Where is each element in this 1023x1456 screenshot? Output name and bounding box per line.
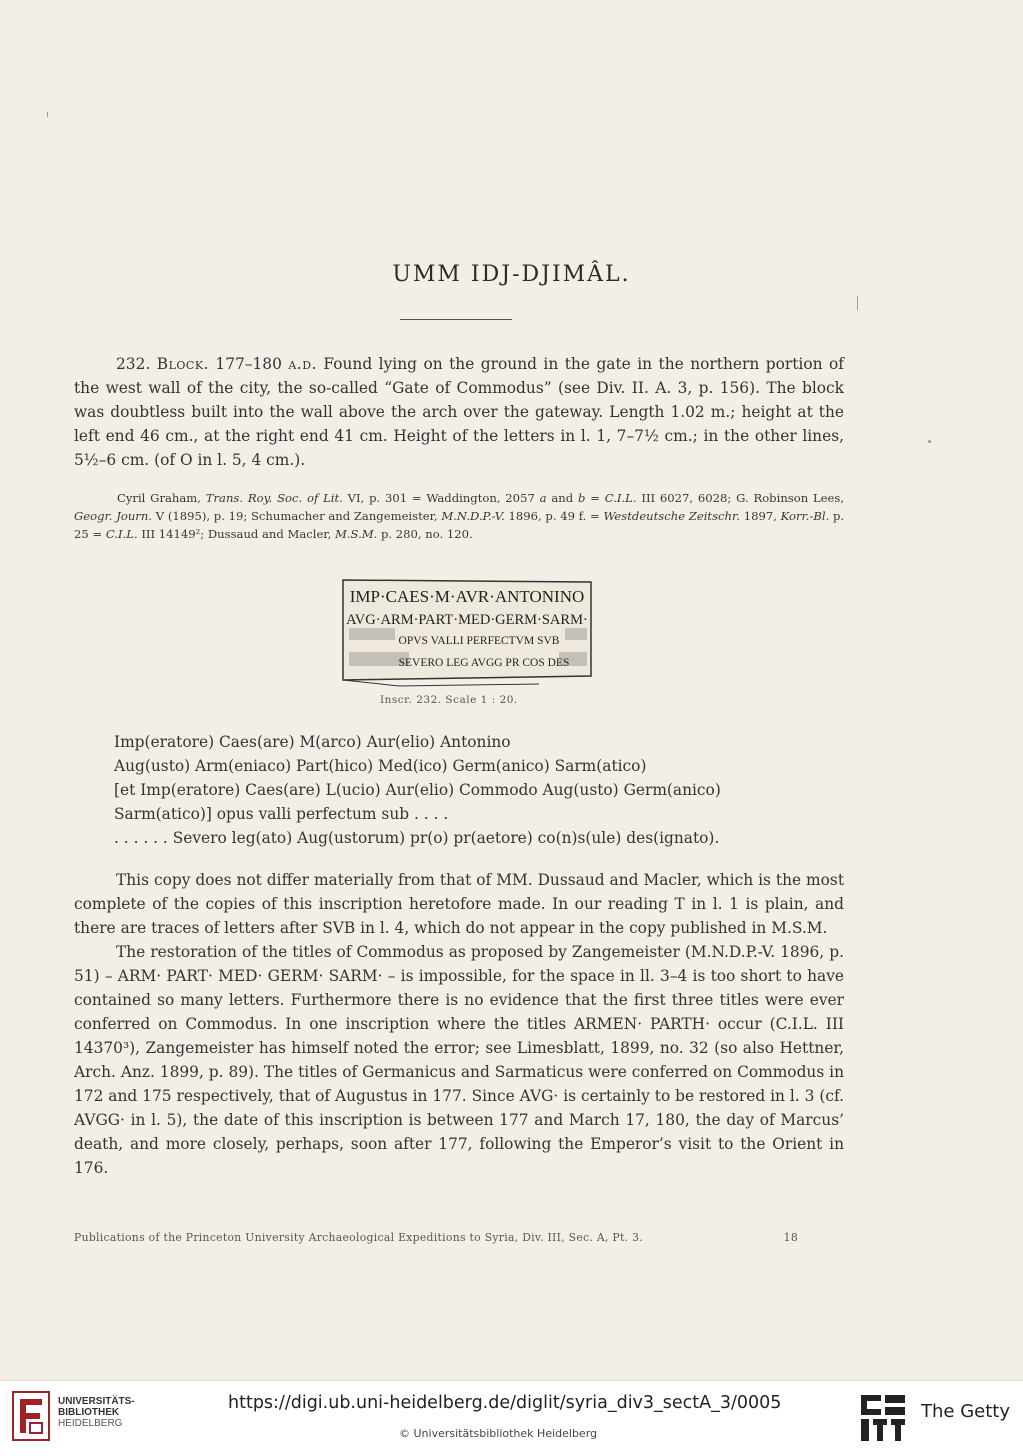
copyright-notice: © Universitätsbibliothek Heidelberg	[399, 1427, 598, 1440]
inscription-line-4: SEVERO LEG AVGG PR COS DES	[398, 657, 570, 669]
getty-logo-icon	[859, 1393, 907, 1445]
ref-title: Geogr. Journ.	[74, 509, 152, 523]
entry-label: Block.	[156, 355, 209, 373]
commentary	[74, 868, 844, 1180]
transcription-line: . . . . . . Severo leg(ato) Aug(ustorum) pr(o) pr(aetore) co(n)s(ule) des(ignato).	[114, 829, 720, 847]
ref-text: 1896, p. 49 f. =	[508, 509, 600, 523]
transcription-line: Sarm(atico)] opus valli perfectum sub . . . .	[114, 805, 449, 823]
entry-era: a.d.	[288, 355, 317, 373]
entry-date: 177–180	[215, 355, 282, 373]
ref-title: M.S.M.	[335, 527, 378, 541]
ref-text: V (1895), p. 19; Schumacher and Zangemeister,	[155, 509, 438, 523]
ref-title: b	[578, 491, 586, 505]
inscription-line-3: OPVS VALLI PERFECTVM SVB	[398, 635, 560, 647]
uni-name-line: HEIDELBERG	[58, 1418, 123, 1429]
figure-caption: Inscr. 232. Scale 1 : 20.	[380, 694, 518, 706]
page-title: UMM IDJ-DJIMÂL.	[392, 262, 631, 287]
ref-title: C.I.L.	[105, 527, 138, 541]
transcription-line: [et Imp(eratore) Caes(are) L(ucio) Aur(elio) Commodo Aug(usto) Germ(anico)	[114, 781, 721, 799]
ref-title: Westdeutsche Zeitschr.	[603, 509, 740, 523]
transcription-line: Aug(usto) Arm(eniaco) Part(hico) Med(ico) Germ(anico) Sarm(atico)	[114, 757, 647, 775]
transcription-line: Imp(eratore) Caes(are) M(arco) Aur(elio) Antonino	[114, 733, 511, 751]
entry-number: 232.	[116, 355, 151, 373]
ref-title: C.I.L.	[604, 491, 637, 505]
inscription-drawing	[339, 576, 595, 688]
ref-text: VI, p. 301 = Waddington, 2057	[347, 491, 535, 505]
scan-speck	[47, 112, 48, 117]
page-footer	[74, 1231, 844, 1244]
ref-text: p. 280, no. 120.	[381, 527, 473, 541]
getty-name: The Getty	[921, 1401, 1010, 1422]
inscription-line-2: AVG·ARM·PART·MED·GERM·SARM·	[346, 612, 588, 628]
ref-text: and	[551, 491, 574, 505]
ref-text: Cyril Graham,	[117, 491, 201, 505]
transcription	[114, 730, 854, 850]
ref-text: III 6027, 6028; G. Robinson Lees,	[641, 491, 845, 505]
footer-series: Publications of the Princeton University Archaeological Expeditions to Syria, Div. III, Sec. A, Pt. 3.	[74, 1231, 643, 1244]
entry-paragraph	[74, 352, 844, 472]
commentary-paragraph-1: This copy does not differ materially from that of MM. Dussaud and Macler, which is the most complete of the copies of this inscription heretofore made. In our reading T in l. 1 is plain, and there are traces of letters after SVB in l. 4, which do not appear in the copy published in M.S.M.	[74, 871, 844, 937]
permalink-url[interactable]: https://digi.ub.uni-heidelberg.de/diglit/syria_div3_sectA_3/0005	[228, 1393, 782, 1413]
scan-speck	[857, 296, 858, 310]
uni-name-line: BIBLIOTHEK	[58, 1407, 120, 1418]
uni-name-line: UNIVERSITÄTS-	[58, 1396, 135, 1407]
ref-title: Korr.-Bl.	[780, 509, 830, 523]
university-library-name	[58, 1396, 135, 1429]
ref-title: a	[539, 491, 547, 505]
commentary-paragraph-2: The restoration of the titles of Commodus as proposed by Zangemeister (M.N.D.P.-V. 1896, p. 51) – ARM· PART· MED· GERM· SARM· – is impossible, for the space in ll. 3–4 is too short to have contained so many letters. Furthermore there is no evidence that the first three titles were ever conferred on Commodus. In one inscription where the titles ARMEN· PARTH· occur (C.I.L. III 14370³), Zangemeister has himself noted the error; see Limesblatt, 1899, no. 32 (so also Hettner, Arch. Anz. 1899, p. 89). The titles of Germanicus and Sarmaticus were conferred on Commodus in 172 and 175 respectively, that of Augustus in 177. Since AVG· is certainly to be restored in l. 3 (cf. AVGG· in l. 5), the date of this inscription is between 177 and March 17, 180, the day of Marcus’ death, and more closely, perhaps, soon after 177, following the Emperor’s visit to the Orient in 176.	[74, 943, 844, 1177]
ref-title: Trans. Roy. Soc. of Lit.	[205, 491, 343, 505]
viewer-footer-band	[0, 1380, 1023, 1456]
ref-text: p. 25 =	[74, 509, 845, 541]
page-number: 18	[783, 1231, 798, 1244]
title-rule	[400, 319, 512, 320]
ref-text: III 14149²; Dussaud and Macler,	[141, 527, 332, 541]
ref-text: =	[590, 491, 600, 505]
scan-speck	[928, 440, 931, 443]
ref-text: 1897,	[743, 509, 777, 523]
entry-text: Found lying on the ground in the gate in the northern portion of the west wall of the city, the so-called “Gate of Commodus” (see Div. II. A. 3, p. 156). The block was doubtless built into the wall above the arch over the gateway. Length 1.02 m.; height at the left end 46 cm., at the right end 41 cm. Height of the letters in l. 1, 7–7½ cm.; in the other lines, 5½–6 cm. (of O in l. 5, 4 cm.).	[74, 355, 844, 469]
bibliography	[74, 489, 844, 543]
inscription-line-1: IMP·CAES·M·AVR·ANTONINO	[349, 587, 585, 606]
university-library-logo-icon	[12, 1391, 50, 1441]
ref-title: M.N.D.P.-V.	[441, 509, 505, 523]
